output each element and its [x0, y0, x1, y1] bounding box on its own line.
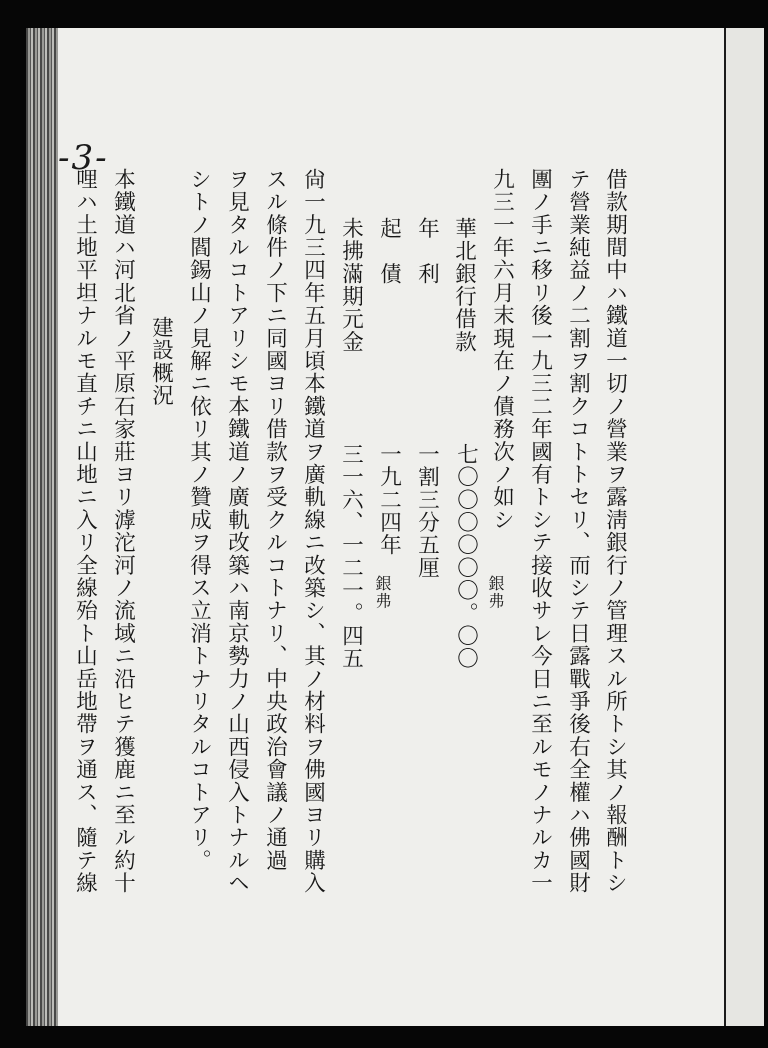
text-line-8: シトノ閻錫山ノ見解ニ依リ其ノ贊成ヲ得ス立消トナリタルコトアリ。: [186, 168, 212, 872]
issue-year: 一九二四年: [376, 443, 402, 557]
issue-label: 起 債: [376, 217, 402, 286]
text-line-2: テ營業純益ノ二割ヲ割クコトトセリ、而シテ日露戰爭後右全權ハ佛國財: [565, 168, 591, 895]
section-heading: 建設概況: [148, 316, 174, 407]
loan-currency: 銀弗: [486, 575, 505, 610]
interest-value: 一割三分五厘: [414, 443, 440, 580]
text-line-5: 尙一九三四年五月頃本鐵道ヲ廣軌線ニ改築シ、其ノ材料ヲ佛國ヨリ購入: [300, 168, 326, 895]
loan-label: 華北銀行借款: [451, 217, 477, 354]
next-page-edge: [724, 28, 764, 1026]
principal-label: 未拂滿期元金: [338, 217, 364, 354]
binding-edge: [26, 28, 58, 1026]
text-line-1: 借款期間中ハ鐵道一切ノ營業ヲ露淸銀行ノ管理スル所トシ其ノ報酬トシ: [602, 168, 628, 895]
text-line-4: 九三一年六月末現在ノ債務次ノ如シ: [489, 168, 515, 532]
principal-amount: 三一六、一二一。四五: [338, 443, 364, 670]
text-line-7: ヲ見タルコトアリシモ本鐵道ノ廣軌改築ハ南京勢力ノ山西侵入トナルヘ: [224, 168, 250, 895]
text-line-10: 哩ハ土地平坦ナルモ直チニ山地ニ入リ全線殆ト山岳地帶ヲ通ス、隨テ線: [72, 168, 98, 895]
text-line-9: 本鐵道ハ河北省ノ平原石家莊ヨリ滹沱河ノ流域ニ沿ヒテ獲鹿ニ至ル約十: [110, 168, 136, 895]
page-number: -3-: [58, 138, 109, 178]
text-line-6: スル條件ノ下ニ同國ヨリ借款ヲ受クルコトナリ、中央政治會議ノ通過: [262, 168, 288, 872]
text-line-3: 團ノ手ニ移リ後一九三二年國有トシテ接收サレ今日ニ至ルモノナルカ一: [527, 168, 553, 895]
principal-currency: 銀弗: [373, 575, 392, 610]
interest-label: 年 利: [414, 217, 440, 286]
loan-amount: 七〇〇〇〇〇〇。〇〇: [453, 443, 479, 670]
